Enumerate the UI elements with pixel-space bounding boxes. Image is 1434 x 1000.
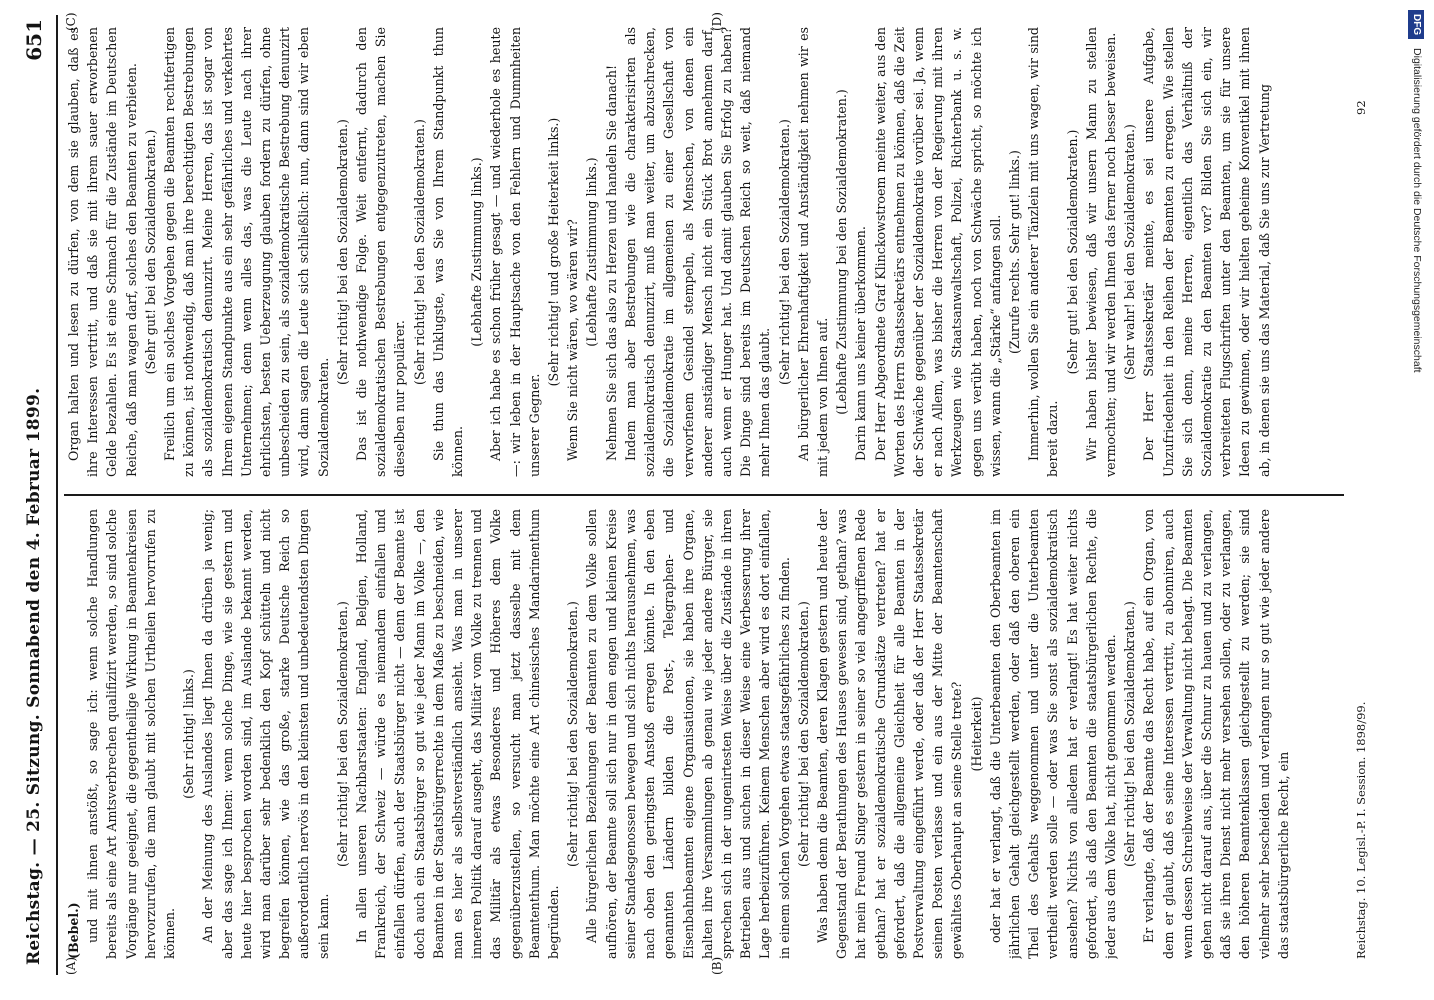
interjection: (Lebhafte Zustimmung bei den Sozialdemokraten.)	[834, 89, 850, 415]
margin-mark-a: (A)	[64, 956, 78, 975]
paragraph: Der Herr Staatssekretär meinte, es sei unsere Aufgabe, Unzufriedenheit in den Reihen der Beamten zu erregen. Wie stellen Sie sich denn, meine Herren, eigentlich das Verhältniß der Sozialdemokratie zu den Beamten vor? Bilden Sie sich ein, wir verbreiteten Flugschriften unter den Beamten, um sie für unsere Ideen zu gewinnen, oder wir hielten geheime Konventikel mit ihnen ab, in denen sie uns das Material, daß Sie uns zur Vertretung	[1141, 27, 1272, 477]
paragraph: Wenn Sie nicht wären, wo wären wir?	[565, 219, 581, 461]
interjection: (Sehr richtig! links.)	[181, 669, 197, 799]
paragraph: Freilich um ein solches Vorgehen gegen die Beamten rechtfertigen zu können, ist nothwendig, daß man ihre berechtigten Bestrebungen als sozialdemokratisch denunzirt. Meine Herren, das ist sogar von Ihrem eigenen Standpunkte aus ein sehr gefährliches und verkehrtes Unternehmen; denn wenn alles das, was die Leute nach ihrer ehrlichsten, besten Ueberzeugung glauben fordern zu dürfen, ohne unbescheiden zu sein, als sozialdemokratische Bestrebung denunzirt wird, dann sagen die Leute sich schließlich: nun, dann sind wir eben Sozialdemokraten.	[162, 27, 331, 477]
rotated-page	[20, 12, 1420, 975]
paragraph: und mit ihnen anstößt, so sage ich: wenn solche Handlungen bereits als eine Art Amtsverbrechen qualifizirt werden, so sind solche Vorgänge nur geeignet, die gegentheilige Wirkung in Beamtenkreisen hervorzurufen, die man glaubt mit solchen Urtheilen hervorrufen zu können.	[85, 509, 178, 959]
interjection: (Sehr richtig! bei den Sozialdemokraten.)	[1122, 601, 1138, 867]
header-title: Reichstag. — 25. Sitzung. Sonnabend den 4. Februar 1899.	[24, 387, 44, 965]
paragraph: Der Herr Abgeordnete Graf Klinckowstroem meinte weiter, aus den Worten des Herrn Staatssekretärs entnehmen zu können, daß die Zeit der Schwäche gegenüber der Sozialdemokratie vorüber sei. Ja, wenn er nach Allem, was bisher die Herren von der Regierung mit ihren Werkzeugen wie Staatsanwaltschaft, Polizei, Richterbank u. s. w. gegen uns verübt haben, noch von Schwäche spricht, so möchte ich wissen, wann die „Stärke“ anfangen soll.	[872, 27, 1003, 477]
page-header	[20, 15, 54, 975]
digitization-credit	[1404, 10, 1430, 990]
interjection: (Lebhafte Zustimmung links.)	[584, 157, 600, 347]
interjection: (Sehr richtig! bei den Sozialdemokraten.)	[565, 601, 581, 867]
interjection: (Sehr gut! bei den Sozialdemokraten.)	[1064, 129, 1080, 375]
interjection: (Sehr richtig! bei den Sozialdemokraten.)	[334, 119, 350, 385]
paragraph: Immerhin, wollen Sie ein anderer Tänzlein mit uns wagen, wir sind bereit dazu.	[1026, 27, 1061, 477]
page-number: 651	[22, 19, 46, 61]
interjection: (Sehr wahr! bei den Sozialdemokraten.)	[1122, 124, 1138, 380]
footer-session: Reichstag. 10. Legisl.-P. I. Session. 1898/99.	[1354, 701, 1368, 959]
interjection: (Lebhafte Zustimmung links.)	[469, 157, 485, 347]
interjection: (Sehr richtig! bei den Sozialdemokraten.)	[334, 601, 350, 867]
paragraph: Indem man aber Bestrebungen wie die charakterisirten als sozialdemokratisch denunzirt, muß man weiter, um abzuschrecken, die Sozialdemokratie im allgemeinen zu einer Gesellschaft von verworfenem Gesindel stempeln, als Menschen, von denen ein anderer anständiger Mensch nicht ein Stück Brot annehmen darf, auch wenn er Hunger hat. Und damit glauben Sie Erfolg zu haben? Die Dinge sind bereits im Deutschen Reich so weit, daß niemand mehr Ihnen das glaubt.	[622, 27, 773, 477]
paragraph: In allen unseren Nachbarstaaten: England, Belgien, Holland, Frankreich, der Schweiz — würde es niemandem einfallen und einfallen dürfen, auch der Staatsbürger nicht — denn der Beamte ist doch auch ein Staatsbürger so gut wie jeder Mann im Volke —, den Beamten in der Staatsbürgerrechte in dem Maße zu beschneiden, wie man es hier als selbstverständlich ansieht. Was man in unserer inneren Politik darauf ausgeht, das Militär vom Volke zu trennen und das Militär als etwas Besonderes und Höheres dem Volke gegenüberzustellen, so versucht man jetzt dasselbe mit dem Beamtenthum. Man möchte eine Art chinesisches Mandarinenthum begründen.	[354, 509, 562, 959]
paragraph: Organ halten und lesen zu dürfen, von dem sie glauben, daß es ihre Interessen vertritt, und daß sie mit ihrem sauer erworbenen Gelde bezahlen. Es ist eine Schmach für die Zustände im Deutschen Reiche, daß man wagen darf, solches den Beamten zu verbieten.	[66, 27, 139, 477]
text-column-right	[64, 27, 1364, 477]
dfg-logo: DFG	[1408, 10, 1424, 39]
paragraph: An der Meinung des Auslandes liegt Ihnen da drüben ja wenig; aber das sage ich Ihnen: wenn solche Dinge, wie sie gestern und heute hier besprochen worden sind, im Auslande bekannt werden, wird man darüber sehr bedenklich den Kopf schütteln und nicht begreifen können, wie das große, starke Deutsche Reich so außerordentlich nervös in den kleinsten und unbedeutendsten Dingen sein kann.	[200, 509, 331, 959]
interjection: (Sehr richtig! bei den Sozialdemokraten.)	[411, 119, 427, 385]
header-rule	[56, 15, 58, 975]
paragraph: Nehmen Sie sich das also zu Herzen und handeln Sie danach!	[603, 64, 619, 461]
footer-sheet-number: 92	[1354, 100, 1368, 115]
margin-mark-b: (B)	[710, 956, 724, 975]
interjection: (Sehr richtig! bei den Sozialdemokraten.)	[795, 601, 811, 867]
paragraph: Wir haben bisher bewiesen, daß wir unsern Mann zu stellen vermochten; und wir werden Ihnen das ferner noch besser beweisen.	[1083, 27, 1118, 477]
paragraph: Alle bürgerlichen Beziehungen der Beamten zu dem Volke sollen aufhören, der Beamte soll sich nur in dem engen und kleinen Kreise seiner Standesgenossen bewegen und sich nichts herausnehmen, was nach oben den geringsten Anstoß erregen könnte. In den eben genannten Ländern bilden die Post-, Telegraphen- und Eisenbahnbeamten eigene Organisationen, sie haben ihre Organe, halten ihre Versammlungen ab genau wie jeder andere Bürger, sie sprechen sich in der ungenirtesten Weise über die Zustände in ihren Betrieben aus und suchen in dieser Weise eine Verbesserung ihrer Lage herbeizuführen. Keinem Menschen aber wird es dort einfallen, in einem solchen Vorgehen etwas staatsgefährliches zu finden.	[584, 509, 792, 959]
paragraph: Er verlangte, daß der Beamte das Recht habe, auf ein Organ, von dem er glaubt, daß es seine Interessen vertritt, zu abonniren, auch wenn dessen Schreibweise der Verwaltung nicht behagt. Die Beamten gehen nicht darauf aus, über die Schnur zu hauen und zu verlangen, daß sie ihren Dienst nicht mehr versehen sollen, oder zu verlangen, den höheren Beamtenklassen gleichgestellt zu werden; sie sind vielmehr sehr bescheiden und verlangen nur so gut wie jeder andere das staatsbürgerliche Recht, ein	[1141, 509, 1291, 959]
speaker-name: (Bebel.)	[66, 902, 81, 959]
text-column-left	[64, 509, 1364, 959]
interjection: (Sehr gut! bei den Sozialdemokraten.)	[142, 129, 158, 375]
paragraph: Darin kann uns keiner überkommen.	[853, 226, 869, 461]
interjection: (Heiterkeit)	[968, 696, 984, 772]
paragraph: Was haben denn die Beamten, deren Klagen gestern und heute der Gegenstand der Berathungen des Hauses gewesen sind, gethan? was hat mein Freund Singer gestern in seiner so viel angegriffenen Rede gethan? hat er sozialdemokratische Grundsätze vertreten? hat er gefordert, daß die allgemeine Gleichheit für alle Beamten in der Postverwaltung eingeführt werde, oder daß der Herr Staatssekretär seinen Posten verlasse und ein aus der Mitte der Beamtenschaft gewähltes Oberhaupt an seine Stelle trete?	[814, 509, 965, 959]
margin-mark-c: (C)	[64, 12, 78, 31]
interjection: (Zurufe rechts. Sehr gut! links.)	[1006, 150, 1022, 354]
interjection: (Sehr richtig! bei den Sozialdemokraten.)	[776, 119, 792, 385]
paragraph: An bürgerlicher Ehrenhaftigkeit und Anständigkeit nehmen wir es mit jedem von Ihnen auf.	[795, 27, 830, 477]
paragraph: Aber ich habe es schon früher gesagt — und wiederhole es heute —: wir leben in der Hauptsache von den Fehlern und Dummheiten unserer Gegner.	[488, 27, 542, 477]
credit-text: Digitalisierung gefördert durch die Deutsche Forschungsgemeinschaft	[1411, 48, 1423, 373]
interjection: (Sehr richtig! und große Heiterkeit links.)	[546, 117, 562, 387]
margin-mark-d: (D)	[710, 12, 724, 31]
paragraph: Das ist die nothwendige Folge. Weit entfernt, dadurch den sozialdemokratischen Bestrebungen entgegenzutreten, machen Sie dieselben nur populärer.	[354, 27, 408, 477]
paragraph: Sie thun das Unklugste, was Sie von Ihrem Standpunkt thun können.	[430, 27, 466, 477]
paragraph: oder hat er verlangt, daß die Unterbeamten den Oberbeamten im jährlichen Gehalt gleichgestellt werden, oder daß den oberen ein Theil des Gehalts weggenommen und unter die Unterbeamten vertheilt werden solle — oder was Sie sonst als sozialdemokratisch ansehen? Nichts von alledem hat er verlangt! Es hat weiter nichts gefordert, als daß den Beamten die staatsbürgerlichen Rechte, die jeder aus dem Volke hat, nicht genommen werden.	[987, 509, 1118, 959]
column-divider	[64, 495, 1344, 497]
